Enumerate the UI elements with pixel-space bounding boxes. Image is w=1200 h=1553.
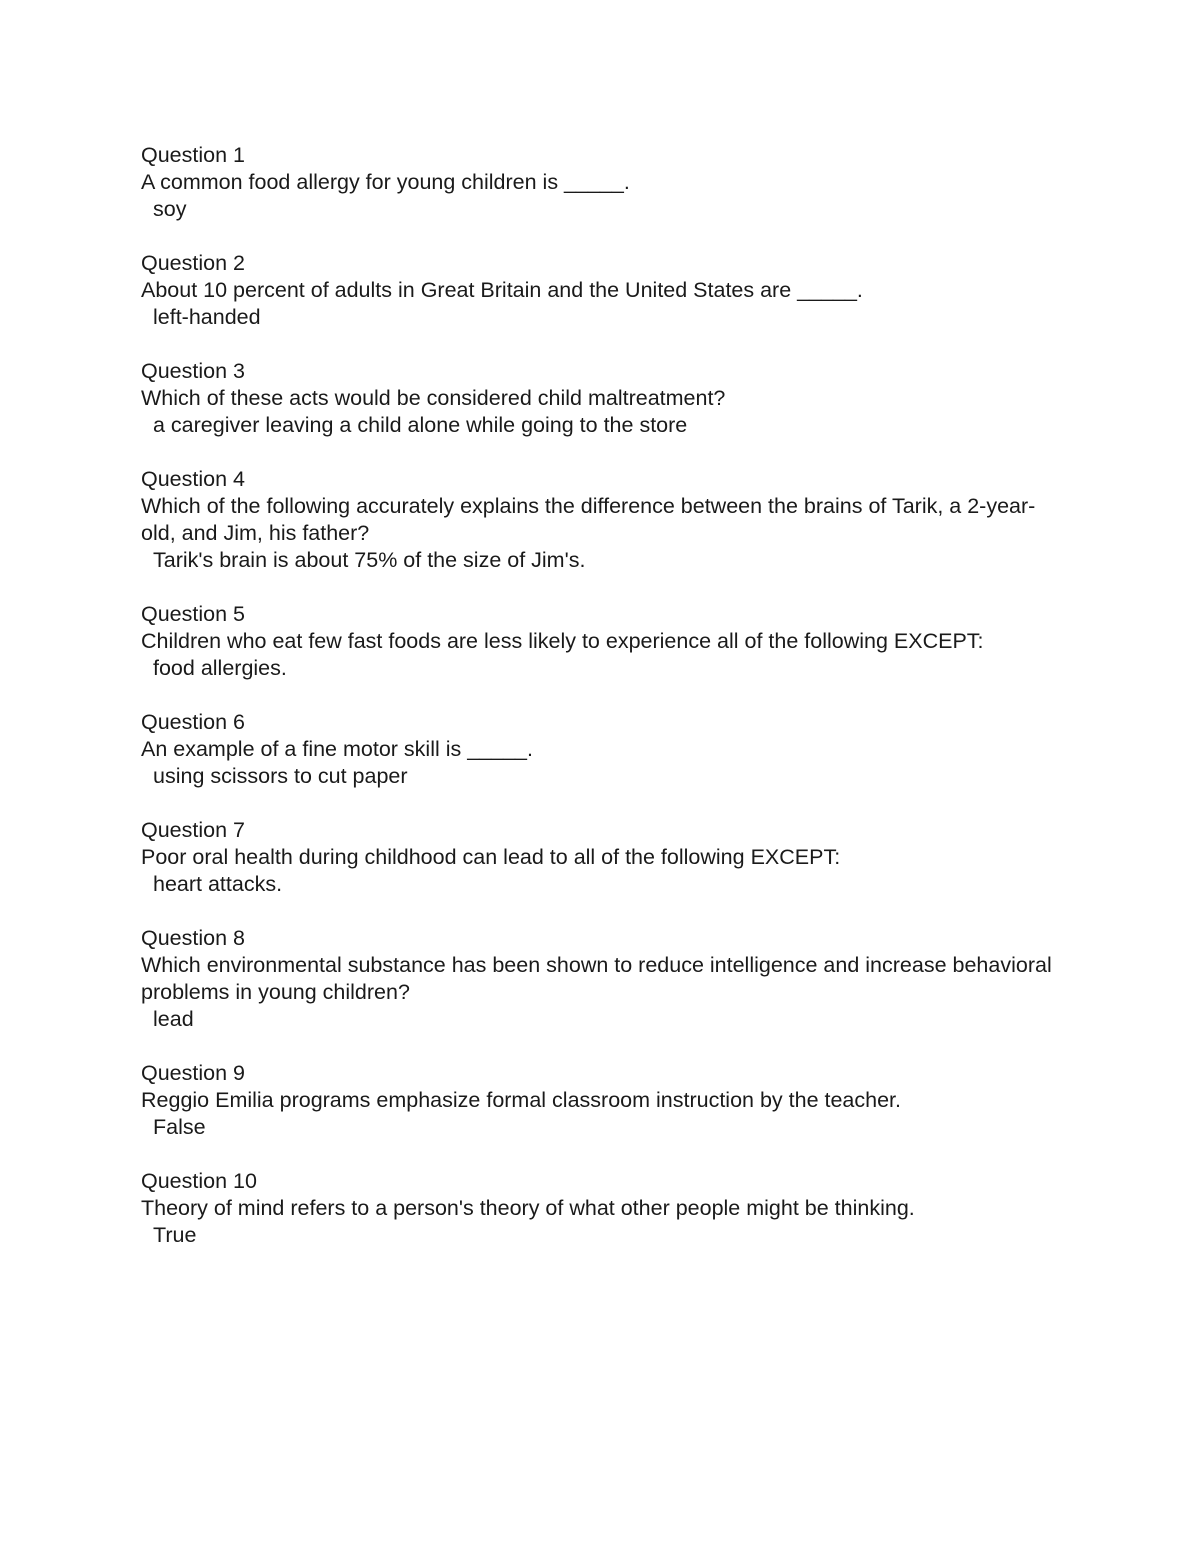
question-heading: Question 5 — [141, 602, 245, 626]
question-block-10 — [141, 1168, 1061, 1249]
question-text: Which of these acts would be considered child maltreatment? — [141, 386, 726, 410]
question-block-2 — [141, 250, 1061, 331]
question-block-4 — [141, 466, 1061, 574]
question-block-5 — [141, 601, 1061, 682]
question-answer: soy — [153, 197, 187, 221]
question-text: Children who eat few fast foods are less likely to experience all of the following EXCEPT: — [141, 629, 984, 653]
question-block-3 — [141, 358, 1061, 439]
question-answer: heart attacks. — [153, 872, 283, 896]
question-text: Which environmental substance has been shown to reduce intelligence and increase behavioral problems in young children? — [141, 953, 1052, 1004]
question-answer: using scissors to cut paper — [153, 764, 408, 788]
question-block-8 — [141, 925, 1061, 1033]
question-block-7 — [141, 817, 1061, 898]
question-answer: False — [153, 1115, 206, 1139]
question-text: About 10 percent of adults in Great Britain and the United States are _____. — [141, 278, 863, 302]
question-text: Which of the following accurately explains the difference between the brains of Tarik, a 2-year-old, and Jim, his father? — [141, 494, 1036, 545]
question-block-1 — [141, 142, 1061, 223]
question-text: An example of a fine motor skill is _____. — [141, 737, 533, 761]
question-answer: left-handed — [153, 305, 261, 329]
question-heading: Question 2 — [141, 251, 245, 275]
question-heading: Question 6 — [141, 710, 245, 734]
document-page — [141, 142, 1061, 1276]
question-heading: Question 4 — [141, 467, 245, 491]
question-text: Reggio Emilia programs emphasize formal classroom instruction by the teacher. — [141, 1088, 901, 1112]
question-answer: lead — [153, 1007, 194, 1031]
question-heading: Question 10 — [141, 1169, 257, 1193]
question-answer: True — [153, 1223, 197, 1247]
question-block-6 — [141, 709, 1061, 790]
question-block-9 — [141, 1060, 1061, 1141]
question-text: Poor oral health during childhood can lead to all of the following EXCEPT: — [141, 845, 841, 869]
question-text: Theory of mind refers to a person's theory of what other people might be thinking. — [141, 1196, 915, 1220]
question-heading: Question 9 — [141, 1061, 245, 1085]
question-answer: food allergies. — [153, 656, 287, 680]
question-answer: a caregiver leaving a child alone while going to the store — [153, 413, 688, 437]
question-answer: Tarik's brain is about 75% of the size of Jim's. — [153, 548, 586, 572]
question-heading: Question 3 — [141, 359, 245, 383]
question-heading: Question 8 — [141, 926, 245, 950]
question-heading: Question 1 — [141, 143, 245, 167]
question-heading: Question 7 — [141, 818, 245, 842]
question-text: A common food allergy for young children is _____. — [141, 170, 630, 194]
